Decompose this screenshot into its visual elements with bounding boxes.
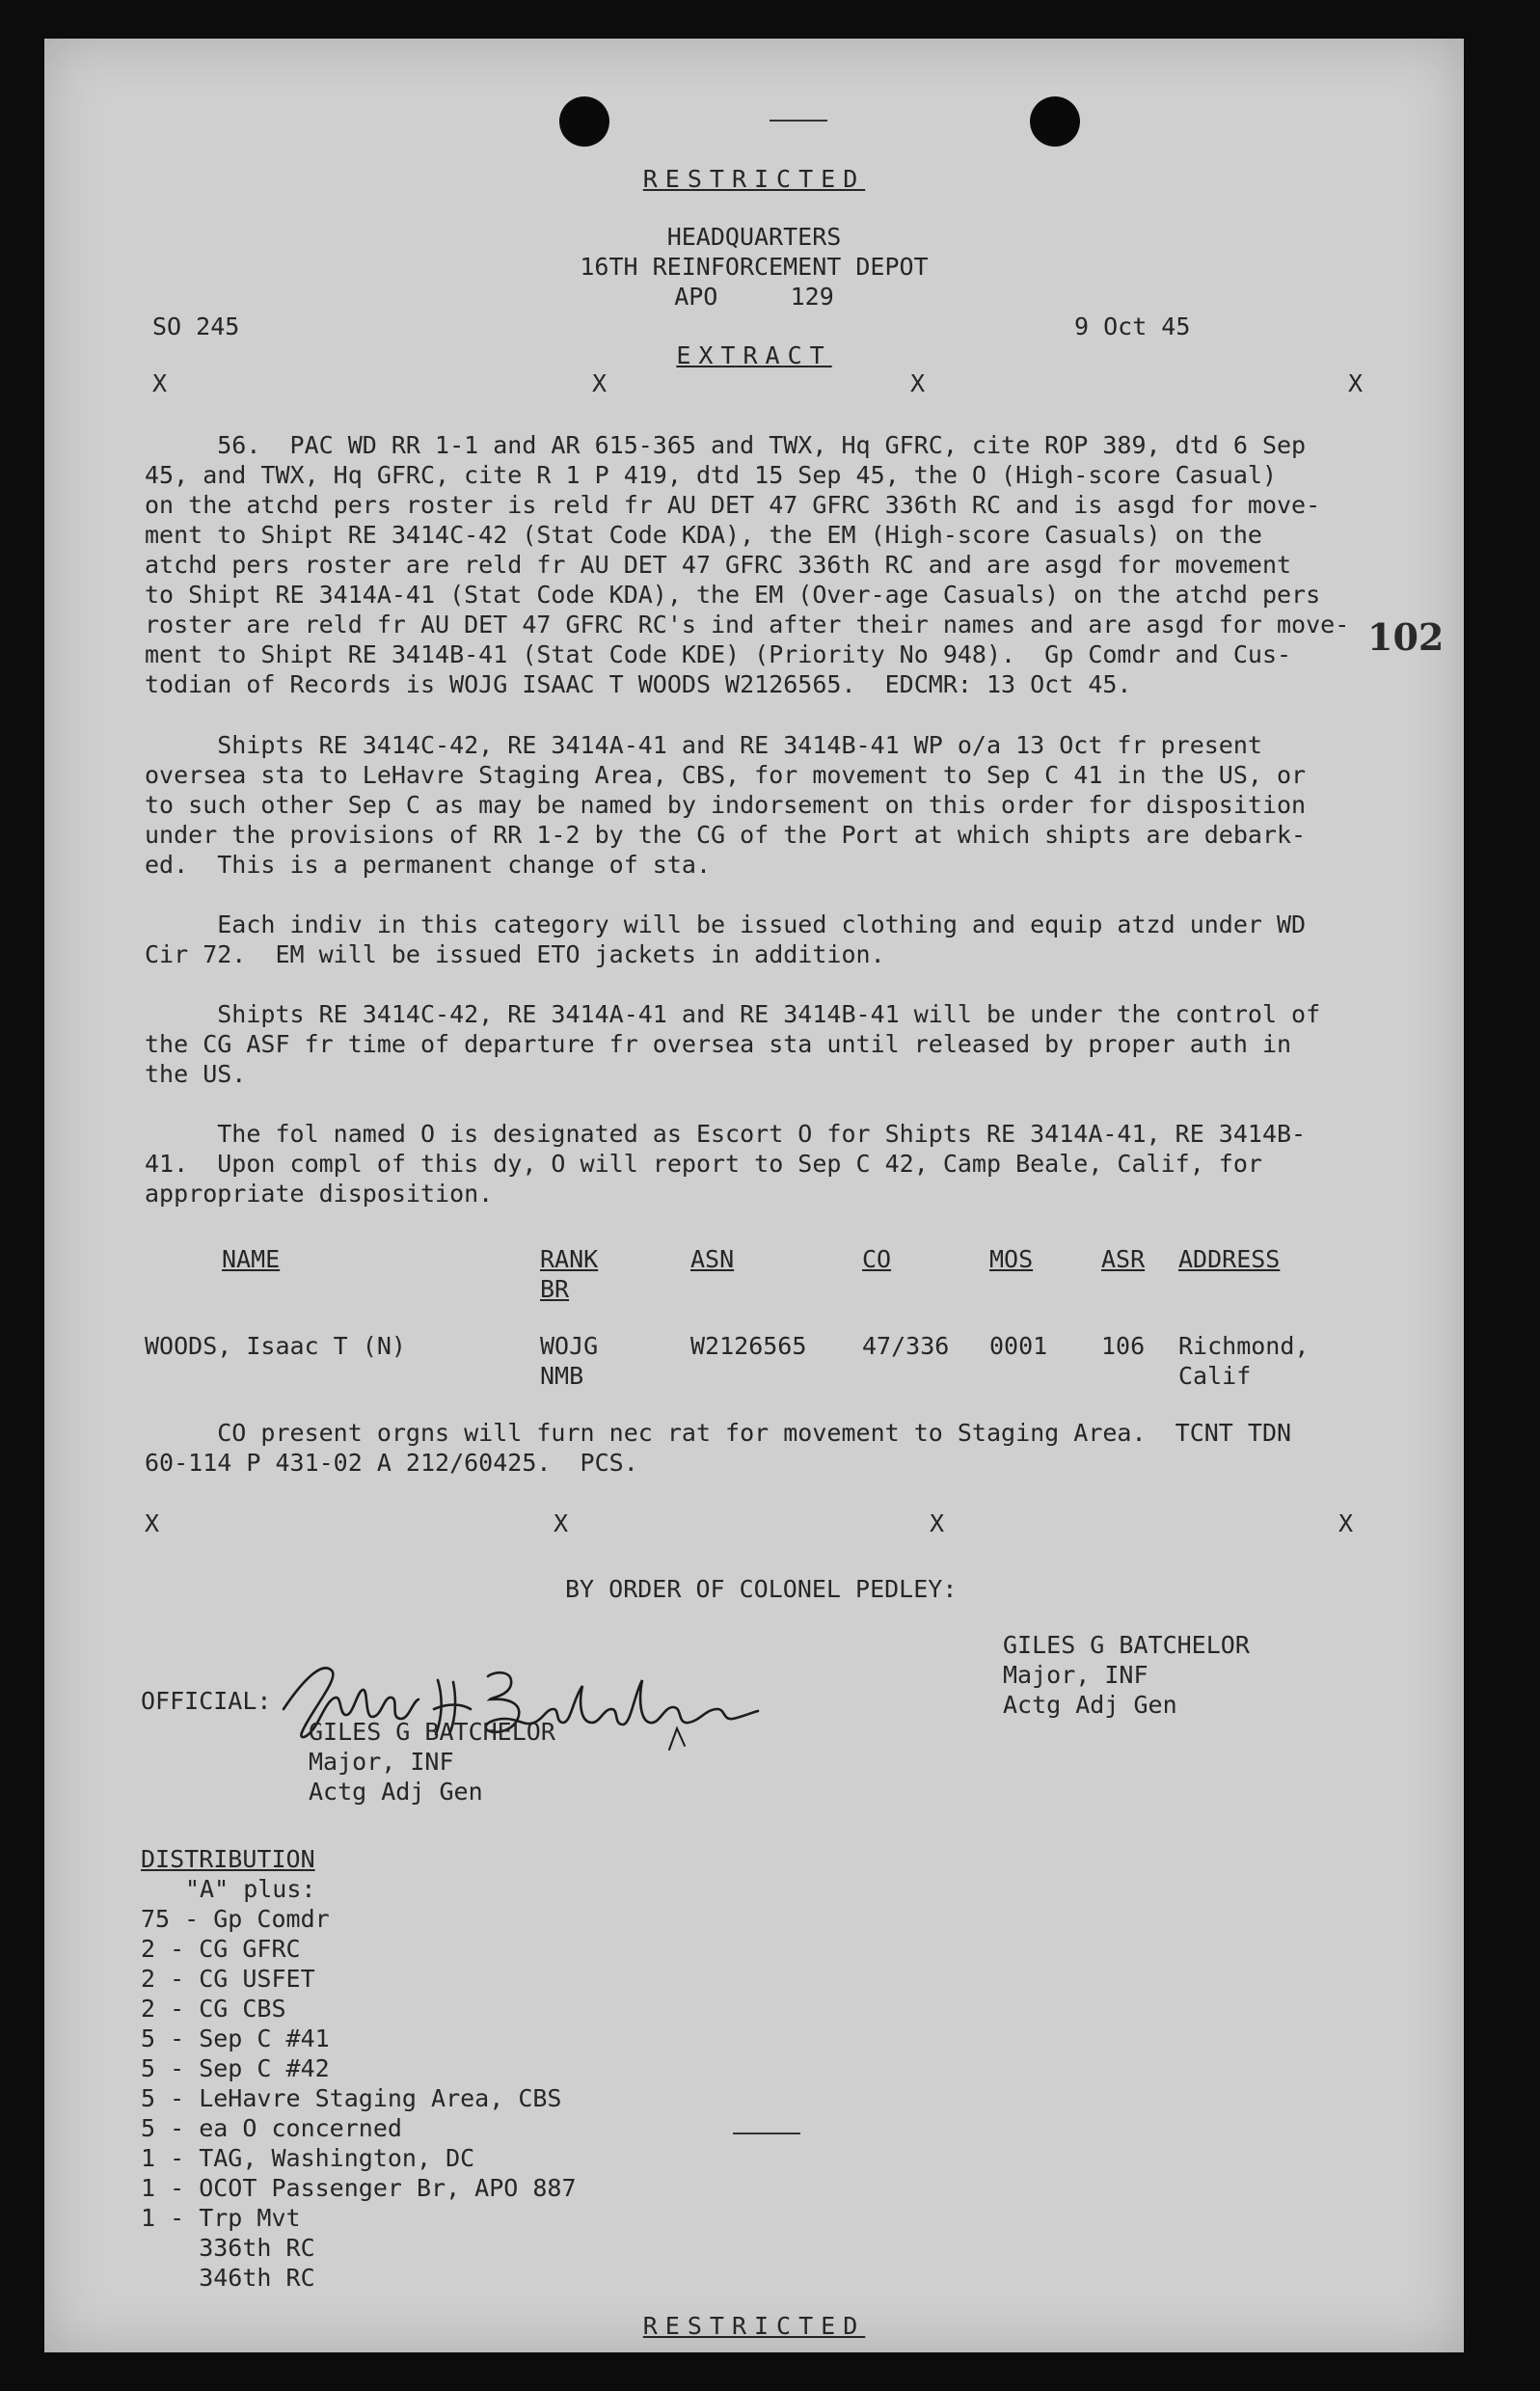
order-number: SO 245 [152,312,240,340]
x-mark: X [910,369,926,397]
x-mark: X [152,369,168,397]
distribution-item: 346th RC [141,2264,315,2292]
paragraph-56: 56. PAC WD RR 1-1 and AR 615-365 and TWX, Hq GFRC, cite ROP 389, dtd 6 Sep 45, and TWX, Hq GFRC, cite R 1 P 419, dtd 15 Sep 45, the O (High-score Casual) on the atchd pers roster is reld fr AU DET 47 GFRC 336th RC and is asgd for move- ment to Shipt RE 3414C-42 (Stat Code KDA), the EM (High-score Casuals) on the atchd pers roster are reld fr AU DET 47 GFRC 336th RC and are asgd for movement to Shipt RE 3414A-41 (Stat Code KDA), the EM (Over-age Casuals) on the atchd pers roster are reld fr AU DET 47 GFRC RC's ind after their names and are asgd for move- ment to Shipt RE 3414B-41 (Stat Code KDE) (Priority No 948). Gp Comdr and Cus- todian of Records is WOJG ISAAC T WOODS W2126565. EDCMR: 13 Oct 45. [145,431,1350,698]
distribution-item: 75 - Gp Comdr [141,1905,330,1933]
document-page [44,39,1464,2352]
classification-top: RESTRICTED [642,165,866,193]
distribution-heading: DISTRIBUTION [141,1845,315,1873]
commander-name: GILES G BATCHELOR [1003,1631,1250,1659]
distribution-item: 5 - Sep C #41 [141,2024,330,2052]
org-line-3: APO 129 [674,283,834,311]
roster-cell-asr: 106 [1101,1332,1146,1360]
col-header-asr: ASR [1101,1245,1146,1273]
classification-bottom: RESTRICTED [642,2312,866,2340]
distribution-item: 2 - CG GFRC [141,1935,301,1963]
distribution-item: 1 - Trp Mvt [141,2204,301,2232]
x-mark: X [554,1509,569,1537]
punch-hole [1030,96,1080,147]
col-header-rank: RANK [540,1245,599,1273]
separator-dash [733,2133,800,2134]
official-label: OFFICIAL: [141,1687,272,1715]
official-name: GILES G BATCHELOR [309,1718,555,1746]
punch-hole [559,96,609,147]
distribution-item: 2 - CG CBS [141,1995,286,2023]
col-header-co: CO [862,1245,892,1273]
separator-dash [770,120,827,122]
official-rank: Major, INF [309,1748,454,1776]
roster-cell-mos: 0001 [989,1332,1048,1360]
official-title: Actg Adj Gen [309,1778,483,1806]
distribution-item: 5 - Sep C #42 [141,2054,330,2082]
distribution-item: 5 - LeHavre Staging Area, CBS [141,2084,562,2112]
distribution-item: 1 - TAG, Washington, DC [141,2144,475,2172]
paragraph-movement: Shipts RE 3414C-42, RE 3414A-41 and RE 3414B-41 WP o/a 13 Oct fr present oversea sta to LeHavre Staging Area, CBS, for movement to Sep C 41 in the US, or to such other Sep C as may be named by indorsement on this order for disposition under the provisions of RR 1-2 by the CG of the Port at which shipts are debark- ed. This is a permanent change of sta. [145,731,1307,879]
col-header-name: NAME [222,1245,281,1273]
order-authority: BY ORDER OF COLONEL PEDLEY: [565,1575,958,1603]
x-mark: X [145,1509,160,1537]
commander-rank: Major, INF [1003,1661,1148,1689]
col-header-mos: MOS [989,1245,1034,1273]
margin-page-number: 102 [1367,615,1445,659]
order-date: 9 Oct 45 [1074,312,1191,340]
roster-cell-co: 47/336 [862,1332,950,1360]
distribution-item: 2 - CG USFET [141,1965,315,1993]
extract-heading: EXTRACT [676,341,832,369]
x-mark: X [592,369,608,397]
roster-cell-rank: WOJG [540,1332,599,1360]
distribution-list [141,1904,577,2293]
roster-cell-address-2: Calif [1178,1362,1252,1390]
col-header-address: ADDRESS [1178,1245,1281,1273]
roster-cell-br: NMB [540,1362,584,1390]
paragraph-clothing: Each indiv in this category will be issued clothing and equip atzd under WD Cir 72. EM will be issued ETO jackets in addition. [145,910,1307,968]
distribution-subheading: "A" plus: [185,1875,316,1903]
distribution-item: 336th RC [141,2234,315,2262]
col-header-asn: ASN [690,1245,735,1273]
col-header-br: BR [540,1275,570,1303]
org-line-1: HEADQUARTERS [666,223,842,251]
roster-cell-name: WOODS, Isaac T (N) [145,1332,406,1360]
roster-cell-address: Richmond, [1178,1332,1310,1360]
roster-cell-asn: W2126565 [690,1332,807,1360]
paragraph-rations: CO present orgns will furn nec rat for movement to Staging Area. TCNT TDN 60-114 P 431-02 A 212/60425. PCS. [145,1419,1292,1477]
x-mark: X [1348,369,1364,397]
distribution-item: 5 - ea O concerned [141,2114,402,2142]
x-mark: X [930,1509,945,1537]
org-line-2: 16TH REINFORCEMENT DEPOT [580,253,929,281]
paragraph-escort: The fol named O is designated as Escort O for Shipts RE 3414A-41, RE 3414B- 41. Upon compl of this dy, O will report to Sep C 42, Camp Beale, Calif, for appropriate disposition. [145,1120,1307,1208]
x-mark: X [1338,1509,1354,1537]
paragraph-control: Shipts RE 3414C-42, RE 3414A-41 and RE 3414B-41 will be under the control of the CG ASF fr time of departure fr oversea sta until released by proper auth in the US. [145,1000,1321,1088]
distribution-item: 1 - OCOT Passenger Br, APO 887 [141,2174,577,2202]
commander-title: Actg Adj Gen [1003,1691,1177,1719]
